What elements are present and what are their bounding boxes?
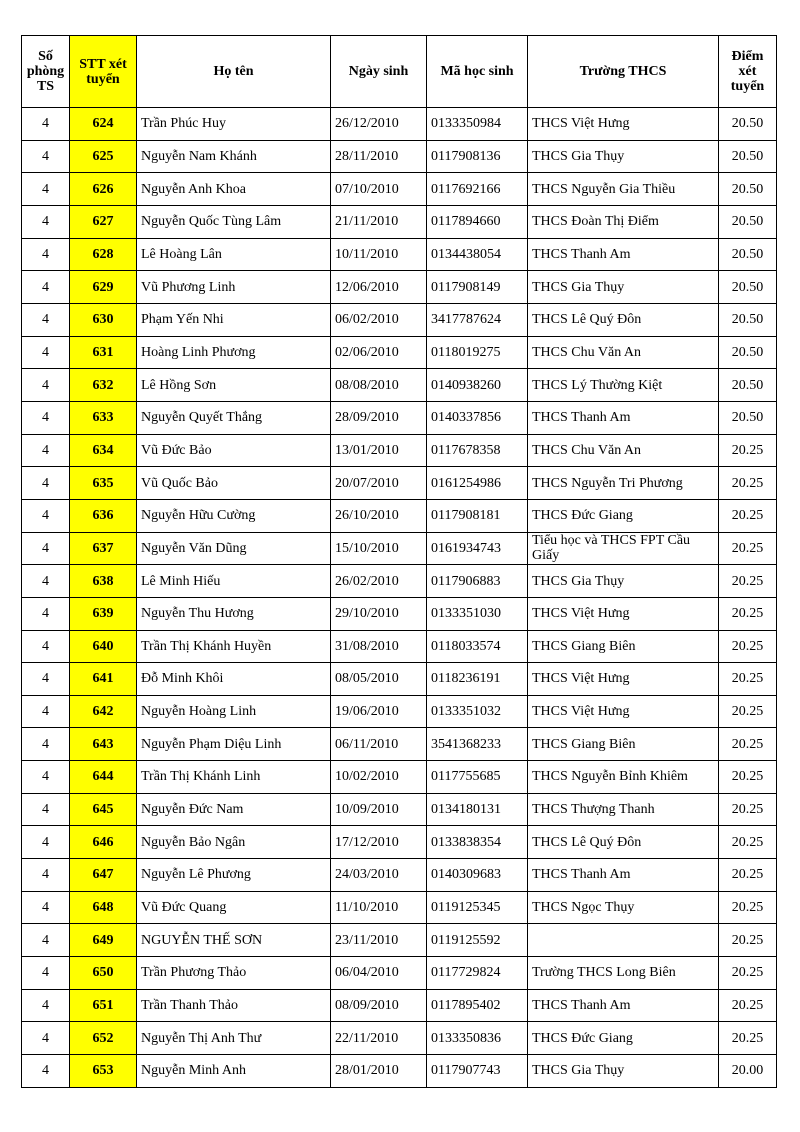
cell-score: 20.25	[719, 891, 777, 924]
cell-stt: 640	[70, 630, 137, 663]
cell-name: Nguyễn Quyết Thắng	[137, 401, 331, 434]
cell-score: 20.25	[719, 467, 777, 500]
cell-room: 4	[22, 989, 70, 1022]
cell-score: 20.50	[719, 369, 777, 402]
cell-dob: 10/11/2010	[331, 238, 427, 271]
cell-score: 20.50	[719, 140, 777, 173]
cell-school: THCS Đoàn Thị Điểm	[528, 205, 719, 238]
cell-name: Lê Minh Hiếu	[137, 565, 331, 598]
table-row	[22, 924, 777, 957]
table-row	[22, 271, 777, 304]
cell-dob: 06/02/2010	[331, 303, 427, 336]
cell-code: 0133350984	[427, 108, 528, 141]
table-row	[22, 238, 777, 271]
cell-code: 0117894660	[427, 205, 528, 238]
cell-stt: 649	[70, 924, 137, 957]
cell-score: 20.25	[719, 663, 777, 696]
cell-code: 0118033574	[427, 630, 528, 663]
cell-stt: 632	[70, 369, 137, 402]
cell-room: 4	[22, 303, 70, 336]
cell-stt: 626	[70, 173, 137, 206]
cell-stt: 642	[70, 695, 137, 728]
cell-code: 0140938260	[427, 369, 528, 402]
cell-school: THCS Thanh Am	[528, 859, 719, 892]
cell-score: 20.25	[719, 1022, 777, 1055]
cell-stt: 629	[70, 271, 137, 304]
cell-dob: 08/08/2010	[331, 369, 427, 402]
cell-score: 20.50	[719, 238, 777, 271]
cell-dob: 06/04/2010	[331, 957, 427, 990]
cell-stt: 643	[70, 728, 137, 761]
cell-school: THCS Nguyễn Gia Thiều	[528, 173, 719, 206]
cell-school: THCS Lê Quý Đôn	[528, 826, 719, 859]
cell-room: 4	[22, 532, 70, 565]
cell-school: THCS Thượng Thanh	[528, 793, 719, 826]
cell-dob: 28/11/2010	[331, 140, 427, 173]
cell-stt: 645	[70, 793, 137, 826]
cell-room: 4	[22, 957, 70, 990]
cell-score: 20.25	[719, 597, 777, 630]
cell-name: NGUYỄN THẾ SƠN	[137, 924, 331, 957]
cell-school: THCS Thanh Am	[528, 238, 719, 271]
cell-code: 0117755685	[427, 761, 528, 794]
cell-stt: 625	[70, 140, 137, 173]
cell-code: 0119125345	[427, 891, 528, 924]
cell-school: THCS Ngọc Thụy	[528, 891, 719, 924]
cell-room: 4	[22, 597, 70, 630]
cell-dob: 23/11/2010	[331, 924, 427, 957]
cell-stt: 627	[70, 205, 137, 238]
cell-dob: 11/10/2010	[331, 891, 427, 924]
cell-name: Trần Thị Khánh Linh	[137, 761, 331, 794]
cell-score: 20.50	[719, 173, 777, 206]
cell-school: THCS Nguyễn Tri Phương	[528, 467, 719, 500]
cell-score: 20.25	[719, 761, 777, 794]
cell-stt: 646	[70, 826, 137, 859]
header-room: Số phòng TS	[22, 36, 70, 108]
cell-stt: 650	[70, 957, 137, 990]
cell-stt: 638	[70, 565, 137, 598]
cell-score: 20.25	[719, 989, 777, 1022]
cell-dob: 12/06/2010	[331, 271, 427, 304]
cell-stt: 648	[70, 891, 137, 924]
table-row	[22, 761, 777, 794]
cell-stt: 631	[70, 336, 137, 369]
cell-stt: 634	[70, 434, 137, 467]
cell-stt: 651	[70, 989, 137, 1022]
cell-dob: 07/10/2010	[331, 173, 427, 206]
cell-dob: 31/08/2010	[331, 630, 427, 663]
cell-school: THCS Lê Quý Đôn	[528, 303, 719, 336]
cell-room: 4	[22, 695, 70, 728]
header-row	[22, 36, 777, 108]
cell-school: THCS Gia Thụy	[528, 271, 719, 304]
cell-dob: 21/11/2010	[331, 205, 427, 238]
cell-name: Trần Thanh Thảo	[137, 989, 331, 1022]
cell-score: 20.00	[719, 1055, 777, 1088]
cell-room: 4	[22, 467, 70, 500]
cell-room: 4	[22, 826, 70, 859]
cell-dob: 13/01/2010	[331, 434, 427, 467]
cell-dob: 02/06/2010	[331, 336, 427, 369]
cell-name: Nguyễn Phạm Diệu Linh	[137, 728, 331, 761]
cell-stt: 637	[70, 532, 137, 565]
cell-code: 0117729824	[427, 957, 528, 990]
cell-score: 20.25	[719, 957, 777, 990]
cell-room: 4	[22, 140, 70, 173]
cell-code: 0117895402	[427, 989, 528, 1022]
cell-school: THCS Gia Thụy	[528, 140, 719, 173]
cell-score: 20.50	[719, 205, 777, 238]
cell-stt: 639	[70, 597, 137, 630]
cell-score: 20.50	[719, 108, 777, 141]
cell-room: 4	[22, 728, 70, 761]
cell-name: Trần Thị Khánh Huyền	[137, 630, 331, 663]
cell-score: 20.25	[719, 630, 777, 663]
cell-room: 4	[22, 238, 70, 271]
cell-dob: 29/10/2010	[331, 597, 427, 630]
cell-dob: 24/03/2010	[331, 859, 427, 892]
cell-name: Vũ Đức Quang	[137, 891, 331, 924]
cell-room: 4	[22, 924, 70, 957]
table-row	[22, 532, 777, 565]
cell-name: Lê Hoàng Lân	[137, 238, 331, 271]
cell-name: Vũ Phương Linh	[137, 271, 331, 304]
table-row	[22, 499, 777, 532]
cell-room: 4	[22, 630, 70, 663]
cell-score: 20.50	[719, 401, 777, 434]
table-row	[22, 336, 777, 369]
cell-name: Nguyễn Lê Phương	[137, 859, 331, 892]
cell-room: 4	[22, 336, 70, 369]
admission-table	[21, 35, 777, 1088]
cell-name: Nguyễn Nam Khánh	[137, 140, 331, 173]
table-row	[22, 1022, 777, 1055]
cell-dob: 20/07/2010	[331, 467, 427, 500]
cell-score: 20.50	[719, 303, 777, 336]
table-row	[22, 793, 777, 826]
cell-room: 4	[22, 401, 70, 434]
cell-school: THCS Lý Thường Kiệt	[528, 369, 719, 402]
cell-code: 0134438054	[427, 238, 528, 271]
cell-school: THCS Chu Văn An	[528, 336, 719, 369]
cell-dob: 10/02/2010	[331, 761, 427, 794]
cell-dob: 26/10/2010	[331, 499, 427, 532]
cell-stt: 641	[70, 663, 137, 696]
cell-school: THCS Việt Hưng	[528, 597, 719, 630]
table-row	[22, 401, 777, 434]
table-row	[22, 108, 777, 141]
cell-stt: 630	[70, 303, 137, 336]
cell-dob: 26/02/2010	[331, 565, 427, 598]
cell-score: 20.25	[719, 924, 777, 957]
cell-dob: 10/09/2010	[331, 793, 427, 826]
cell-room: 4	[22, 369, 70, 402]
cell-dob: 08/09/2010	[331, 989, 427, 1022]
cell-code: 0118236191	[427, 663, 528, 696]
table-row	[22, 467, 777, 500]
header-name: Họ tên	[137, 36, 331, 108]
cell-school: THCS Việt Hưng	[528, 695, 719, 728]
cell-name: Hoàng Linh Phương	[137, 336, 331, 369]
cell-name: Đỗ Minh Khôi	[137, 663, 331, 696]
table-header	[22, 36, 777, 108]
cell-school: THCS Giang Biên	[528, 630, 719, 663]
cell-score: 20.25	[719, 434, 777, 467]
table-row	[22, 859, 777, 892]
cell-school: THCS Thanh Am	[528, 989, 719, 1022]
cell-stt: 624	[70, 108, 137, 141]
cell-name: Lê Hồng Sơn	[137, 369, 331, 402]
cell-name: Nguyễn Hoàng Linh	[137, 695, 331, 728]
cell-school: THCS Thanh Am	[528, 401, 719, 434]
cell-score: 20.25	[719, 532, 777, 565]
cell-room: 4	[22, 859, 70, 892]
cell-dob: 28/09/2010	[331, 401, 427, 434]
cell-stt: 653	[70, 1055, 137, 1088]
table-row	[22, 140, 777, 173]
cell-room: 4	[22, 205, 70, 238]
cell-school: THCS Việt Hưng	[528, 663, 719, 696]
cell-name: Trần Phúc Huy	[137, 108, 331, 141]
cell-stt: 633	[70, 401, 137, 434]
table-row	[22, 957, 777, 990]
cell-code: 0133351030	[427, 597, 528, 630]
cell-stt: 644	[70, 761, 137, 794]
cell-score: 20.25	[719, 859, 777, 892]
cell-code: 0117678358	[427, 434, 528, 467]
table-row	[22, 303, 777, 336]
table-row	[22, 597, 777, 630]
cell-stt: 647	[70, 859, 137, 892]
cell-school: Tiểu học và THCS FPT Cầu Giấy	[528, 532, 719, 565]
cell-score: 20.25	[719, 565, 777, 598]
cell-room: 4	[22, 434, 70, 467]
table-row	[22, 1055, 777, 1088]
table-row	[22, 434, 777, 467]
cell-school: THCS Giang Biên	[528, 728, 719, 761]
cell-name: Phạm Yến Nhi	[137, 303, 331, 336]
cell-code: 3417787624	[427, 303, 528, 336]
cell-code: 0117692166	[427, 173, 528, 206]
cell-score: 20.25	[719, 695, 777, 728]
table-row	[22, 695, 777, 728]
table-row	[22, 205, 777, 238]
cell-dob: 08/05/2010	[331, 663, 427, 696]
cell-dob: 17/12/2010	[331, 826, 427, 859]
cell-code: 0133350836	[427, 1022, 528, 1055]
cell-code: 0161254986	[427, 467, 528, 500]
cell-school: THCS Gia Thụy	[528, 565, 719, 598]
cell-code: 0133838354	[427, 826, 528, 859]
cell-name: Nguyễn Thị Anh Thư	[137, 1022, 331, 1055]
cell-code: 0117908136	[427, 140, 528, 173]
cell-room: 4	[22, 173, 70, 206]
cell-score: 20.25	[719, 793, 777, 826]
cell-name: Trần Phương Thảo	[137, 957, 331, 990]
cell-school: THCS Đức Giang	[528, 499, 719, 532]
cell-code: 0161934743	[427, 532, 528, 565]
table-row	[22, 826, 777, 859]
table-row	[22, 728, 777, 761]
cell-room: 4	[22, 663, 70, 696]
cell-room: 4	[22, 499, 70, 532]
cell-stt: 636	[70, 499, 137, 532]
cell-dob: 19/06/2010	[331, 695, 427, 728]
cell-dob: 28/01/2010	[331, 1055, 427, 1088]
cell-room: 4	[22, 1055, 70, 1088]
table-row	[22, 891, 777, 924]
table-row	[22, 173, 777, 206]
table-row	[22, 565, 777, 598]
cell-school: THCS Gia Thụy	[528, 1055, 719, 1088]
cell-room: 4	[22, 565, 70, 598]
cell-name: Nguyễn Đức Nam	[137, 793, 331, 826]
table-body	[22, 108, 777, 1088]
cell-code: 0117906883	[427, 565, 528, 598]
cell-score: 20.25	[719, 826, 777, 859]
header-school: Trường THCS	[528, 36, 719, 108]
header-score: Điểm xét tuyển	[719, 36, 777, 108]
cell-score: 20.50	[719, 336, 777, 369]
cell-code: 3541368233	[427, 728, 528, 761]
cell-name: Nguyễn Minh Anh	[137, 1055, 331, 1088]
cell-dob: 06/11/2010	[331, 728, 427, 761]
table-row	[22, 663, 777, 696]
cell-score: 20.25	[719, 499, 777, 532]
cell-stt: 635	[70, 467, 137, 500]
cell-score: 20.25	[719, 728, 777, 761]
cell-school: THCS Việt Hưng	[528, 108, 719, 141]
cell-code: 0140309683	[427, 859, 528, 892]
table-row	[22, 989, 777, 1022]
cell-school: THCS Đức Giang	[528, 1022, 719, 1055]
cell-name: Nguyễn Thu Hương	[137, 597, 331, 630]
cell-dob: 26/12/2010	[331, 108, 427, 141]
cell-code: 0133351032	[427, 695, 528, 728]
cell-score: 20.50	[719, 271, 777, 304]
cell-code: 0119125592	[427, 924, 528, 957]
cell-name: Nguyễn Bảo Ngân	[137, 826, 331, 859]
cell-code: 0117908181	[427, 499, 528, 532]
cell-name: Vũ Đức Bảo	[137, 434, 331, 467]
cell-room: 4	[22, 891, 70, 924]
cell-stt: 628	[70, 238, 137, 271]
cell-school: Trường THCS Long Biên	[528, 957, 719, 990]
table-row	[22, 630, 777, 663]
cell-room: 4	[22, 761, 70, 794]
cell-name: Vũ Quốc Bảo	[137, 467, 331, 500]
cell-name: Nguyễn Hữu Cường	[137, 499, 331, 532]
cell-dob: 15/10/2010	[331, 532, 427, 565]
header-stt: STT xét tuyển	[70, 36, 137, 108]
header-dob: Ngày sinh	[331, 36, 427, 108]
cell-name: Nguyễn Anh Khoa	[137, 173, 331, 206]
cell-name: Nguyễn Văn Dũng	[137, 532, 331, 565]
cell-code: 0134180131	[427, 793, 528, 826]
cell-school	[528, 924, 719, 957]
cell-school: THCS Chu Văn An	[528, 434, 719, 467]
header-code: Mã học sinh	[427, 36, 528, 108]
cell-code: 0140337856	[427, 401, 528, 434]
cell-room: 4	[22, 271, 70, 304]
cell-name: Nguyễn Quốc Tùng Lâm	[137, 205, 331, 238]
table-row	[22, 369, 777, 402]
cell-room: 4	[22, 1022, 70, 1055]
cell-dob: 22/11/2010	[331, 1022, 427, 1055]
cell-school: THCS Nguyễn Bỉnh Khiêm	[528, 761, 719, 794]
cell-code: 0117908149	[427, 271, 528, 304]
cell-stt: 652	[70, 1022, 137, 1055]
cell-code: 0118019275	[427, 336, 528, 369]
cell-room: 4	[22, 793, 70, 826]
cell-code: 0117907743	[427, 1055, 528, 1088]
cell-room: 4	[22, 108, 70, 141]
